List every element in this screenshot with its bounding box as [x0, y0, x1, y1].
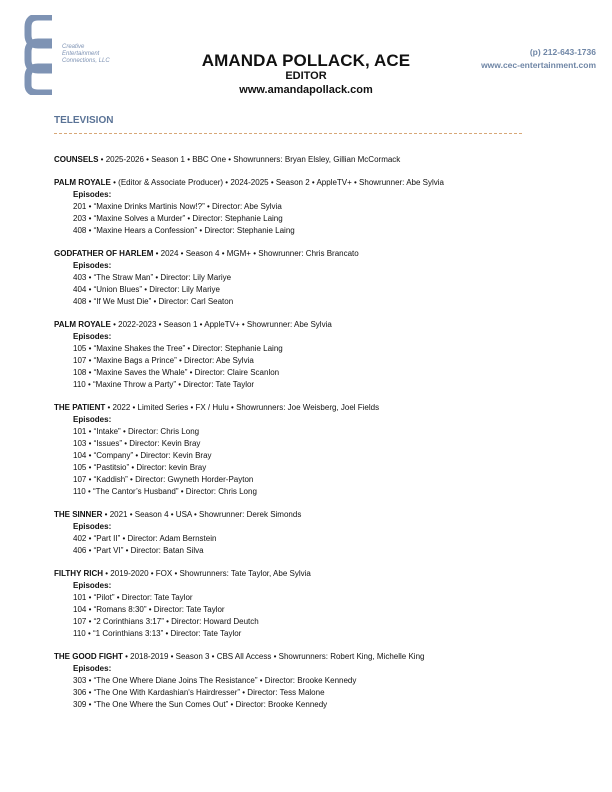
show-details: • (Editor & Associate Producer) • 2024-2025 • Season 2 • AppleTV+ • Showrunner: Abe Sylvia: [110, 178, 444, 187]
episode-item: 402 • “Part II” • Director: Adam Bernstein: [73, 534, 217, 543]
show-details: • 2021 • Season 4 • USA • Showrunner: Derek Simonds: [102, 510, 302, 519]
agency-phone: (p) 212-643-1736: [529, 47, 596, 57]
section-title: TELEVISION: [54, 115, 114, 126]
show-details: • 2019-2020 • FOX • Showrunners: Tate Taylor, Abe Sylvia: [103, 569, 311, 578]
episodes-label: Episodes:: [73, 581, 112, 590]
show-title: THE PATIENT: [54, 403, 106, 412]
show-details: • 2024 • Season 4 • MGM+ • Showrunner: Chris Brancato: [153, 249, 359, 258]
show-title: PALM ROYALE: [54, 178, 111, 187]
credit-entry: [54, 402, 594, 498]
show-title: COUNSELS: [54, 155, 99, 164]
episode-item: 108 • “Maxine Saves the Whale” • Director: Claire Scanlon: [73, 368, 280, 377]
episodes-label: Episodes:: [73, 261, 112, 270]
show-title: FILTHY RICH: [54, 569, 104, 578]
show-details: • 2025-2026 • Season 1 • BBC One • Showrunners: Bryan Elsley, Gillian McCormack: [98, 155, 401, 164]
show-details: • 2022 • Limited Series • FX / Hulu • Showrunners: Joe Weisberg, Joel Fields: [105, 403, 380, 412]
credit-line: [54, 154, 594, 166]
credit-entry: [54, 248, 594, 308]
credit-line: [54, 248, 594, 260]
episode-item: 303 • “The One Where Diane Joins The Resistance” • Director: Brooke Kennedy: [73, 676, 357, 685]
credit-line: [54, 319, 594, 331]
credit-line: [54, 402, 594, 414]
logo-line: Connections, LLC: [62, 58, 110, 64]
episode-item: 306 • “The One With Kardashian's Hairdresser” • Director: Tess Malone: [73, 688, 325, 697]
resume-header: [150, 51, 462, 97]
episode-item: 101 • “Intake” • Director: Chris Long: [73, 427, 200, 436]
credit-line: [54, 568, 594, 580]
episode-item: 107 • “2 Corinthians 3:17” • Director: Howard Deutch: [73, 617, 259, 626]
credit-entry: [54, 509, 594, 557]
episodes-label: Episodes:: [73, 664, 112, 673]
show-title: THE GOOD FIGHT: [54, 652, 123, 661]
show-details: • 2022-2023 • Season 1 • AppleTV+ • Showrunner: Abe Sylvia: [110, 320, 332, 329]
credit-line: [54, 651, 594, 663]
episode-item: 408 • “If We Must Die” • Director: Carl Seaton: [73, 297, 234, 306]
show-title: THE SINNER: [54, 510, 103, 519]
credit-entry: [54, 177, 594, 237]
episode-item: 103 • “Issues” • Director: Kevin Bray: [73, 439, 201, 448]
episode-item: 104 • “Romans 8:30” • Director: Tate Taylor: [73, 605, 225, 614]
episode-item: 105 • “Maxine Shakes the Tree” • Director: Stephanie Laing: [73, 344, 283, 353]
credit-line: [54, 177, 594, 189]
show-title: GODFATHER OF HARLEM: [54, 249, 154, 258]
episode-item: 110 • “The Cantor’s Husband” • Director: Chris Long: [73, 487, 257, 496]
person-name: AMANDA POLLACK, ACE: [201, 51, 411, 70]
credit-line: [54, 509, 594, 521]
show-title: PALM ROYALE: [54, 320, 111, 329]
personal-website-link[interactable]: www.amandapollack.com: [239, 84, 373, 96]
episodes-label: Episodes:: [73, 415, 112, 424]
logo-text: [62, 44, 110, 65]
credit-entry: [54, 154, 594, 166]
episode-item: 110 • “1 Corinthians 3:13” • Director: Tate Taylor: [73, 629, 242, 638]
logo-c-letters-icon: [24, 15, 64, 95]
episode-item: 107 • “Kaddish” • Director: Gwyneth Horder-Payton: [73, 475, 254, 484]
agency-contact: [481, 46, 596, 72]
credit-entry: [54, 651, 594, 711]
episode-item: 105 • “Pastitsio” • Director: kevin Bray: [73, 463, 207, 472]
logo-line: Creative: [62, 44, 85, 50]
show-details: • 2018-2019 • Season 3 • CBS All Access • Showrunners: Robert King, Michelle King: [122, 652, 425, 661]
episode-item: 309 • “The One Where the Sun Comes Out” • Director: Brooke Kennedy: [73, 700, 328, 709]
episodes-label: Episodes:: [73, 332, 112, 341]
episode-item: 203 • “Maxine Solves a Murder” • Director: Stephanie Laing: [73, 214, 283, 223]
credit-entry: [54, 568, 594, 640]
episode-item: 104 • “Company” • Director: Kevin Bray: [73, 451, 212, 460]
episode-item: 406 • “Part VI” • Director: Batan Silva: [73, 546, 204, 555]
episode-item: 101 • “Pilot” • Director: Tate Taylor: [73, 593, 193, 602]
episode-item: 201 • “Maxine Drinks Martinis Now!?” • Director: Abe Sylvia: [73, 202, 282, 211]
episode-item: 404 • “Union Blues” • Director: Lily Mariye: [73, 285, 220, 294]
person-role: EDITOR: [285, 70, 327, 82]
episode-item: 110 • “Maxine Throw a Party” • Director: Tate Taylor: [73, 380, 255, 389]
episodes-label: Episodes:: [73, 522, 112, 531]
episode-item: 403 • “The Straw Man” • Director: Lily Mariye: [73, 273, 232, 282]
credit-entry: [54, 319, 594, 391]
credits-list: [54, 154, 594, 722]
episode-item: 107 • “Maxine Bags a Prince” • Director: Abe Sylvia: [73, 356, 254, 365]
agency-website-link[interactable]: www.cec-entertainment.com: [481, 60, 596, 70]
logo-line: Entertainment: [62, 51, 100, 57]
episode-item: 408 • “Maxine Hears a Confession” • Director: Stephanie Laing: [73, 226, 295, 235]
section-divider: [54, 133, 522, 134]
episodes-label: Episodes:: [73, 190, 112, 199]
